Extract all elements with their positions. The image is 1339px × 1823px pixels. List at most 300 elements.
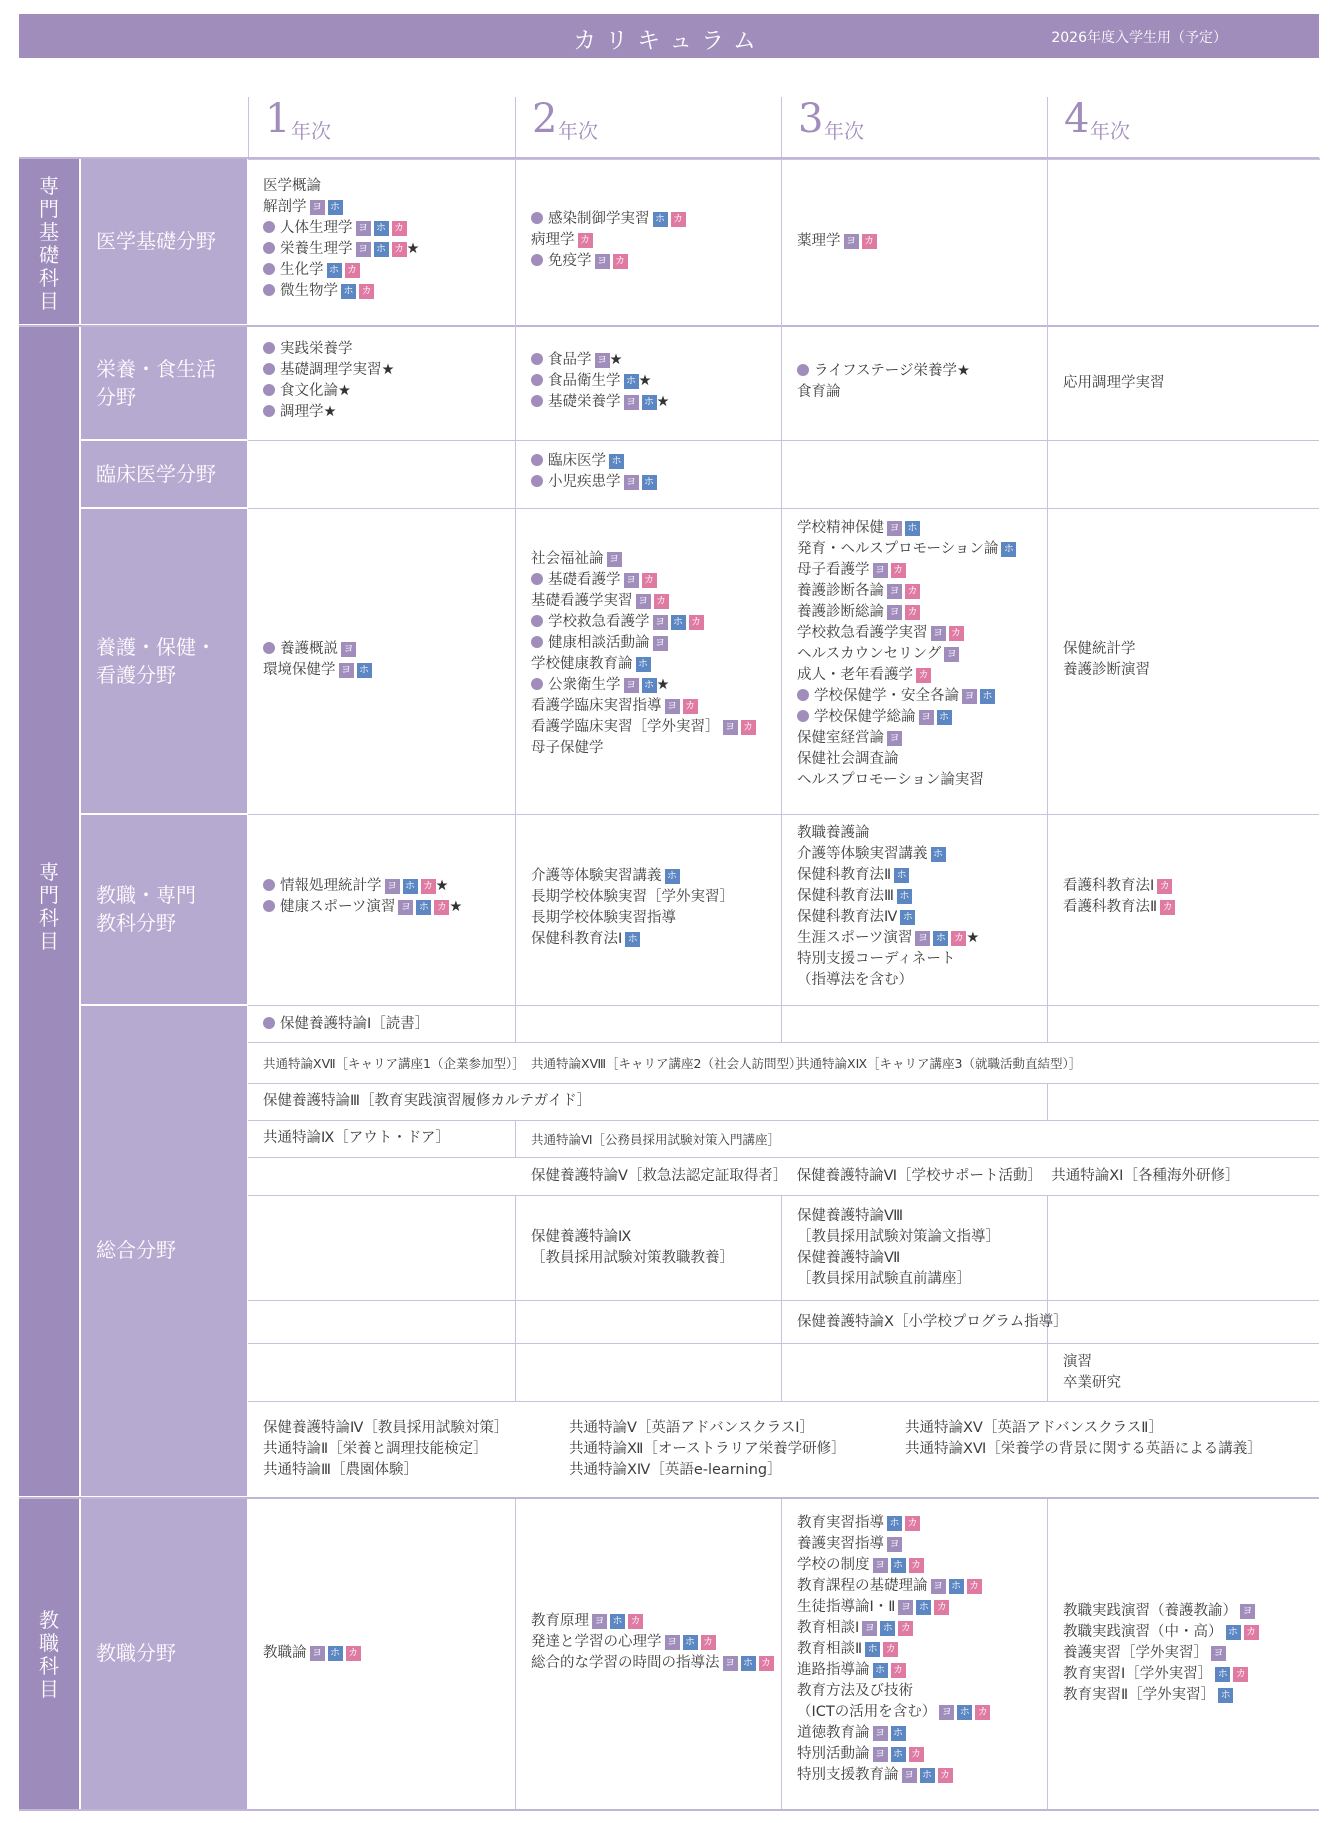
course-name: 食品衛生学 [548, 373, 621, 389]
course-tag-badge: ヨ [595, 254, 610, 269]
course-item [531, 451, 657, 472]
cell-sogo-r6-y3 [797, 1206, 1000, 1290]
course-tag-badge: カ [934, 1600, 949, 1615]
course-name: 食育論 [797, 384, 841, 400]
course-item [531, 392, 670, 413]
divider [248, 1120, 1319, 1121]
course-item [263, 1643, 361, 1664]
field-eiyo [81, 327, 247, 439]
divider [1047, 159, 1048, 1042]
course-tag-badge: ヨ [887, 584, 902, 599]
course-item [531, 612, 756, 633]
page-title: カリキュラム [573, 28, 765, 54]
course-name: 感染制御学実習 [548, 211, 650, 227]
field-rinsho [81, 441, 247, 507]
course-name: 長期学校体験実習指導 [531, 910, 676, 926]
course-tag-badge: ヨ [398, 900, 413, 915]
course-item [797, 949, 979, 970]
divider [248, 1195, 1319, 1196]
divider [19, 1497, 1319, 1499]
course-tag-badge: ヨ [1240, 1604, 1255, 1619]
cell-sogo-r5 [531, 1166, 1239, 1187]
course-name: 総合的な学習の時間の指導法 [531, 1655, 720, 1671]
course-name: 教育実習Ⅱ［学外実習］ [1063, 1687, 1216, 1703]
course-tag-badge: ホ [741, 1656, 756, 1671]
year-number: 2 [532, 96, 558, 142]
cell-sogo-r9-a [263, 1418, 508, 1481]
course-tag-badge: カ [683, 699, 698, 714]
course-tag-badge: ヨ [887, 1537, 902, 1552]
cell-sogo-r4-y2 [531, 1129, 780, 1150]
course-tag-badge: カ [967, 1579, 982, 1594]
course-tag-badge: カ [975, 1705, 990, 1720]
course-item [1063, 660, 1150, 681]
course-tag-badge: ホ [416, 900, 431, 915]
course-item [531, 738, 756, 759]
course-name: 食品学 [548, 352, 592, 368]
course-name: 生涯スポーツ演習 [797, 930, 913, 946]
course-name: 保健養護特論Ⅸ [531, 1229, 632, 1245]
course-tag-badge: カ [1160, 900, 1175, 915]
course-item [531, 350, 670, 371]
course-item [797, 907, 979, 928]
course-name: 薬理学 [797, 233, 841, 249]
field-kyoshoku-senmon [81, 815, 247, 1004]
course-tag-badge: カ [654, 594, 669, 609]
course-name: 生徒指導論Ⅰ・Ⅱ [797, 1599, 896, 1615]
course-tag-badge: ホ [636, 657, 651, 672]
divider [248, 440, 1319, 441]
course-tag-badge: ホ [403, 879, 418, 894]
course-tag-badge: カ [916, 668, 931, 683]
star-icon: ★ [338, 383, 351, 399]
course-item [263, 281, 420, 302]
field-kyoshoku [81, 1499, 247, 1809]
course-tag-badge: ホ [865, 1642, 880, 1657]
course-name: 介護等体験実習講義 [797, 846, 928, 862]
course-item [797, 707, 1016, 728]
cell-igaku-y1 [263, 176, 420, 302]
course-tag-badge: ホ [642, 475, 657, 490]
course-name: 保健科教育法Ⅱ [797, 867, 892, 883]
cell-sogo-r1 [263, 1014, 429, 1035]
course-tag-badge: ヨ [624, 395, 639, 410]
course-item [797, 728, 1016, 749]
field-yogo [81, 509, 247, 813]
course-name: 演習 [1063, 1354, 1092, 1370]
course-item [797, 581, 1016, 602]
course-tag-badge: ヨ [1211, 1646, 1226, 1661]
field-label: 医学基礎分野 [96, 229, 216, 253]
category-kyoshoku [19, 1499, 79, 1809]
course-tag-badge: ホ [610, 1614, 625, 1629]
course-item [531, 230, 686, 251]
category-senmon [19, 327, 79, 1496]
course-item [263, 381, 395, 402]
bullet-dot-icon [531, 573, 543, 585]
course-name: 発育・ヘルスプロモーション論 [797, 541, 999, 557]
divider [248, 1401, 1319, 1402]
course-item [531, 633, 756, 654]
course-name: 教育方法及び技術 [797, 1683, 913, 1699]
course-tag-badge: ホ [374, 242, 389, 257]
course-name: ヘルスプロモーション論実習 [797, 772, 984, 788]
bullet-dot-icon [263, 642, 275, 654]
course-item [797, 886, 979, 907]
course-tag-badge: ヨ [356, 221, 371, 236]
course-name: 養護診断総論 [797, 604, 884, 620]
divider [19, 157, 1319, 159]
course-tag-badge: カ [905, 1516, 920, 1531]
course-name: 医学概論 [263, 178, 321, 194]
course-tag-badge: ヨ [919, 710, 934, 725]
course-tag-badge: ホ [609, 454, 624, 469]
course-name: 共通特論Ⅻ［オーストラリア栄養学研修］ [569, 1441, 846, 1457]
bullet-dot-icon [531, 212, 543, 224]
bullet-dot-icon [531, 254, 543, 266]
course-tag-badge: カ [909, 1558, 924, 1573]
course-tag-badge: カ [951, 931, 966, 946]
divider [515, 1499, 516, 1809]
course-name: 母子保健学 [531, 740, 604, 756]
course-tag-badge: ホ [880, 1621, 895, 1636]
course-tag-badge: カ [1244, 1625, 1259, 1640]
course-name: 養護実習指導 [797, 1536, 884, 1552]
bullet-dot-icon [531, 454, 543, 466]
course-tag-badge: ヨ [595, 353, 610, 368]
course-name: ［教員採用試験対策教職教養］ [531, 1250, 734, 1266]
course-name: 保健養護特論Ⅳ［教員採用試験対策］ [263, 1420, 509, 1436]
course-name: ［教員採用試験直前講座］ [797, 1271, 971, 1287]
course-tag-badge: カ [905, 605, 920, 620]
course-tag-badge: ホ [980, 689, 995, 704]
course-tag-badge: ヨ [887, 605, 902, 620]
course-item [797, 749, 1016, 770]
course-item [797, 1723, 990, 1744]
course-name: 教育相談Ⅰ [797, 1620, 860, 1636]
course-tag-badge: ホ [957, 1705, 972, 1720]
course-item [797, 865, 979, 886]
course-name: 学校保健学総論 [814, 709, 916, 725]
course-item [797, 1660, 990, 1681]
course-tag-badge: ヨ [385, 879, 400, 894]
course-item [797, 770, 1016, 791]
course-name: 共通特論ⅩⅠ［各種海外研修］ [1051, 1168, 1240, 1184]
course-item [797, 1576, 990, 1597]
category-label: 専門基礎科目 [39, 174, 59, 313]
course-tag-badge: ホ [624, 374, 639, 389]
cell-sogo-r2-y1 [263, 1053, 525, 1074]
course-tag-badge: ホ [933, 931, 948, 946]
course-item [797, 1618, 990, 1639]
course-tag-badge: カ [891, 563, 906, 578]
course-tag-badge: カ [938, 1768, 953, 1783]
course-name: 病理学 [531, 232, 575, 248]
field-label: 総合分野 [96, 1238, 176, 1262]
course-name: 進路指導論 [797, 1662, 870, 1678]
course-name: 共通特論ⅩⅨ［キャリア講座3（就職活動直結型）］ [797, 1056, 1082, 1071]
course-name: 教育原理 [531, 1613, 589, 1629]
course-name: 保健養護特論Ⅰ［読書］ [280, 1016, 430, 1032]
course-tag-badge: ホ [905, 521, 920, 536]
cell-igaku-y2 [531, 209, 686, 272]
course-item [797, 1597, 990, 1618]
course-item [797, 382, 970, 403]
course-tag-badge: ヨ [962, 689, 977, 704]
course-name: 教育課程の基礎理論 [797, 1578, 928, 1594]
star-icon: ★ [656, 394, 670, 410]
course-name: 共通特論ⅩⅥ［栄養学の背景に関する英語による講義］ [905, 1441, 1262, 1457]
cell-eiyo-y3 [797, 361, 970, 403]
bullet-dot-icon [797, 689, 809, 701]
divider [248, 1083, 1319, 1084]
cell-yogo-y4 [1063, 639, 1150, 681]
course-name: 養護診断演習 [1063, 662, 1150, 678]
divider [19, 325, 1319, 327]
course-item [797, 1534, 990, 1555]
course-item [263, 660, 372, 681]
course-tag-badge: ホ [916, 1600, 931, 1615]
course-item [531, 866, 734, 887]
course-item [797, 602, 1016, 623]
course-tag-badge: ヨ [341, 642, 356, 657]
course-tag-badge: ホ [1215, 1667, 1230, 1682]
field-label: 臨床医学分野 [96, 462, 216, 486]
course-item [797, 1513, 990, 1534]
bullet-dot-icon [263, 363, 275, 375]
divider [1047, 1083, 1048, 1120]
course-item [531, 1653, 774, 1674]
course-tag-badge: ヨ [931, 626, 946, 641]
star-icon: ★ [956, 363, 970, 379]
cell-yogo-y1 [263, 639, 372, 681]
course-tag-badge: ヨ [844, 234, 859, 249]
course-name: 共通特論Ⅴ［英語アドバンスクラスⅠ］ [569, 1420, 815, 1436]
course-name: 解剖学 [263, 199, 307, 215]
course-name: 共通特論ⅩⅣ［英語e-learning］ [569, 1462, 782, 1478]
course-tag-badge: カ [613, 254, 628, 269]
course-tag-badge: カ [628, 1614, 643, 1629]
course-name: 養護概説 [280, 641, 338, 657]
course-item [263, 876, 462, 897]
divider [248, 1042, 1319, 1043]
cell-eiyo-y1 [263, 339, 395, 423]
course-name: 共通特論ⅩⅤ［英語アドバンスクラスⅡ］ [905, 1420, 1163, 1436]
course-name: 基礎栄養学 [548, 394, 621, 410]
bullet-dot-icon [531, 374, 543, 386]
bullet-dot-icon [263, 284, 275, 296]
course-tag-badge: ヨ [939, 1705, 954, 1720]
course-tag-badge: ヨ [665, 1635, 680, 1650]
course-name: 共通特論ⅩⅧ［キャリア講座2（社会人訪問型）］ [531, 1056, 808, 1071]
course-tag-badge: ヨ [356, 242, 371, 257]
course-name: 栄養生理学 [280, 241, 353, 257]
course-name: 卒業研究 [1063, 1375, 1121, 1391]
cell-kyoshoku-y4 [1063, 1601, 1259, 1706]
divider [781, 1195, 782, 1401]
course-tag-badge: カ [642, 573, 657, 588]
course-name: 生化学 [280, 262, 324, 278]
course-item [531, 1611, 774, 1632]
cell-sogo-r4-y1 [263, 1128, 450, 1149]
star-icon: ★ [656, 677, 670, 693]
course-tag-badge: ヨ [624, 475, 639, 490]
course-tag-badge: カ [741, 720, 756, 735]
course-name: 調理学 [280, 404, 324, 420]
course-tag-badge: ヨ [902, 1768, 917, 1783]
course-name: 特別支援教育論 [797, 1767, 899, 1783]
course-item [531, 717, 756, 738]
bullet-dot-icon [263, 405, 275, 417]
course-tag-badge: ホ [891, 1726, 906, 1741]
course-tag-badge: カ [862, 234, 877, 249]
course-item [263, 1014, 429, 1035]
course-name: 発達と学習の心理学 [531, 1634, 662, 1650]
divider [248, 814, 1319, 815]
cell-eiyo-y2 [531, 350, 670, 413]
course-item [531, 251, 686, 272]
field-label: 教職・専門教科分野 [96, 883, 196, 935]
course-name: 保健科教育法Ⅰ [531, 931, 623, 947]
course-name: 微生物学 [280, 283, 338, 299]
divider [248, 1300, 1319, 1301]
course-name: 教育相談Ⅱ [797, 1641, 863, 1657]
course-tag-badge: ヨ [339, 663, 354, 678]
course-tag-badge: ホ [1001, 542, 1016, 557]
course-item [797, 844, 979, 865]
course-name: 教育実習指導 [797, 1515, 884, 1531]
bullet-dot-icon [531, 678, 543, 690]
course-tag-badge: カ [359, 284, 374, 299]
course-item [797, 623, 1016, 644]
divider [515, 159, 516, 1042]
course-tag-badge: ヨ [636, 594, 651, 609]
course-tag-badge: カ [883, 1642, 898, 1657]
course-tag-badge: ホ [949, 1579, 964, 1594]
course-name: 保健養護特論Ⅵ［学校サポート活動］ [796, 1168, 1043, 1184]
course-item [531, 675, 756, 696]
cell-sogo-r9-b [569, 1418, 846, 1481]
course-tag-badge: カ [891, 1663, 906, 1678]
course-tag-badge: カ [434, 900, 449, 915]
cell-sogo-r8 [1063, 1352, 1121, 1394]
course-tag-badge: カ [671, 212, 686, 227]
course-item [531, 929, 734, 950]
course-item [263, 402, 395, 423]
course-name: 特別支援コーディネート [797, 951, 956, 967]
category-kiso [19, 159, 79, 324]
bullet-dot-icon [531, 636, 543, 648]
course-item [797, 665, 1016, 686]
star-icon: ★ [381, 362, 395, 378]
course-tag-badge: ホ [1226, 1625, 1241, 1640]
course-name: 看護学臨床実習指導 [531, 698, 662, 714]
course-tag-badge: カ [578, 233, 593, 248]
course-name: 健康相談活動論 [548, 635, 650, 651]
course-name: 基礎看護学 [548, 572, 621, 588]
bullet-dot-icon [263, 221, 275, 233]
course-item [1063, 373, 1165, 394]
cell-sogo-r2-y2 [531, 1053, 808, 1074]
bullet-dot-icon [263, 263, 275, 275]
course-tag-badge: ホ [891, 1747, 906, 1762]
year-header-3 [781, 97, 1048, 160]
bullet-dot-icon [263, 1017, 275, 1029]
course-item [1063, 1685, 1259, 1706]
course-tag-badge: ホ [897, 889, 912, 904]
bullet-dot-icon [263, 342, 275, 354]
course-item [531, 591, 756, 612]
course-name: 学校救急看護学実習 [797, 625, 928, 641]
course-item [531, 570, 756, 591]
course-tag-badge: ヨ [653, 615, 668, 630]
course-name: 共通特論ⅩⅦ［キャリア講座1（企業参加型）］ [263, 1056, 525, 1071]
course-tag-badge: カ [345, 263, 360, 278]
category-label: 教職科目 [39, 1608, 59, 1701]
course-item [797, 1744, 990, 1765]
bullet-dot-icon [263, 384, 275, 396]
divider [781, 1499, 782, 1809]
course-item [797, 1765, 990, 1786]
cell-kyoshoku-senmon-y4 [1063, 876, 1175, 918]
course-item [531, 887, 734, 908]
course-name: 学校健康教育論 [531, 656, 633, 672]
course-item [1063, 1664, 1259, 1685]
course-tag-badge: ヨ [887, 731, 902, 746]
cell-sogo-r2-y3 [797, 1053, 1081, 1074]
bullet-dot-icon [531, 615, 543, 627]
course-item [531, 654, 756, 675]
course-name: 情報処理統計学 [280, 878, 382, 894]
course-item [531, 209, 686, 230]
course-name: 教職実践演習（中・高） [1063, 1624, 1223, 1640]
course-tag-badge: ホ [683, 1635, 698, 1650]
course-item [263, 176, 420, 197]
cell-sogo-r9-c [905, 1418, 1262, 1460]
course-tag-badge: ヨ [873, 1726, 888, 1741]
course-tag-badge: ホ [341, 284, 356, 299]
course-name: 学校の制度 [797, 1557, 870, 1573]
course-item [531, 696, 756, 717]
course-tag-badge: ヨ [310, 1646, 325, 1661]
course-tag-badge: ホ [920, 1768, 935, 1783]
course-name: 人体生理学 [280, 220, 353, 236]
course-name: 学校精神保健 [797, 520, 884, 536]
year-number: 3 [798, 96, 824, 142]
year-header-2 [515, 97, 782, 160]
course-name: 教育実習Ⅰ［学外実習］ [1063, 1666, 1213, 1682]
bullet-dot-icon [531, 475, 543, 487]
course-name: 教職論 [263, 1645, 307, 1661]
course-tag-badge: ヨ [898, 1600, 913, 1615]
field-label: 養護・保健・看護分野 [96, 635, 216, 687]
star-icon: ★ [406, 241, 420, 257]
divider [248, 1157, 1319, 1158]
course-item [263, 339, 395, 360]
course-name: 環境保健学 [263, 662, 336, 678]
divider [515, 1120, 516, 1157]
bullet-dot-icon [531, 395, 543, 407]
course-name: 介護等体験実習講義 [531, 868, 662, 884]
course-tag-badge: ホ [328, 200, 343, 215]
course-tag-badge: ヨ [873, 1747, 888, 1762]
cell-yogo-y2 [531, 549, 756, 759]
course-item [1063, 1601, 1259, 1622]
course-tag-badge: カ [898, 1621, 913, 1636]
divider [1047, 1499, 1048, 1809]
course-tag-badge: ヨ [931, 1579, 946, 1594]
course-name: 共通特論Ⅵ［公務員採用試験対策入門講座］ [531, 1132, 781, 1147]
